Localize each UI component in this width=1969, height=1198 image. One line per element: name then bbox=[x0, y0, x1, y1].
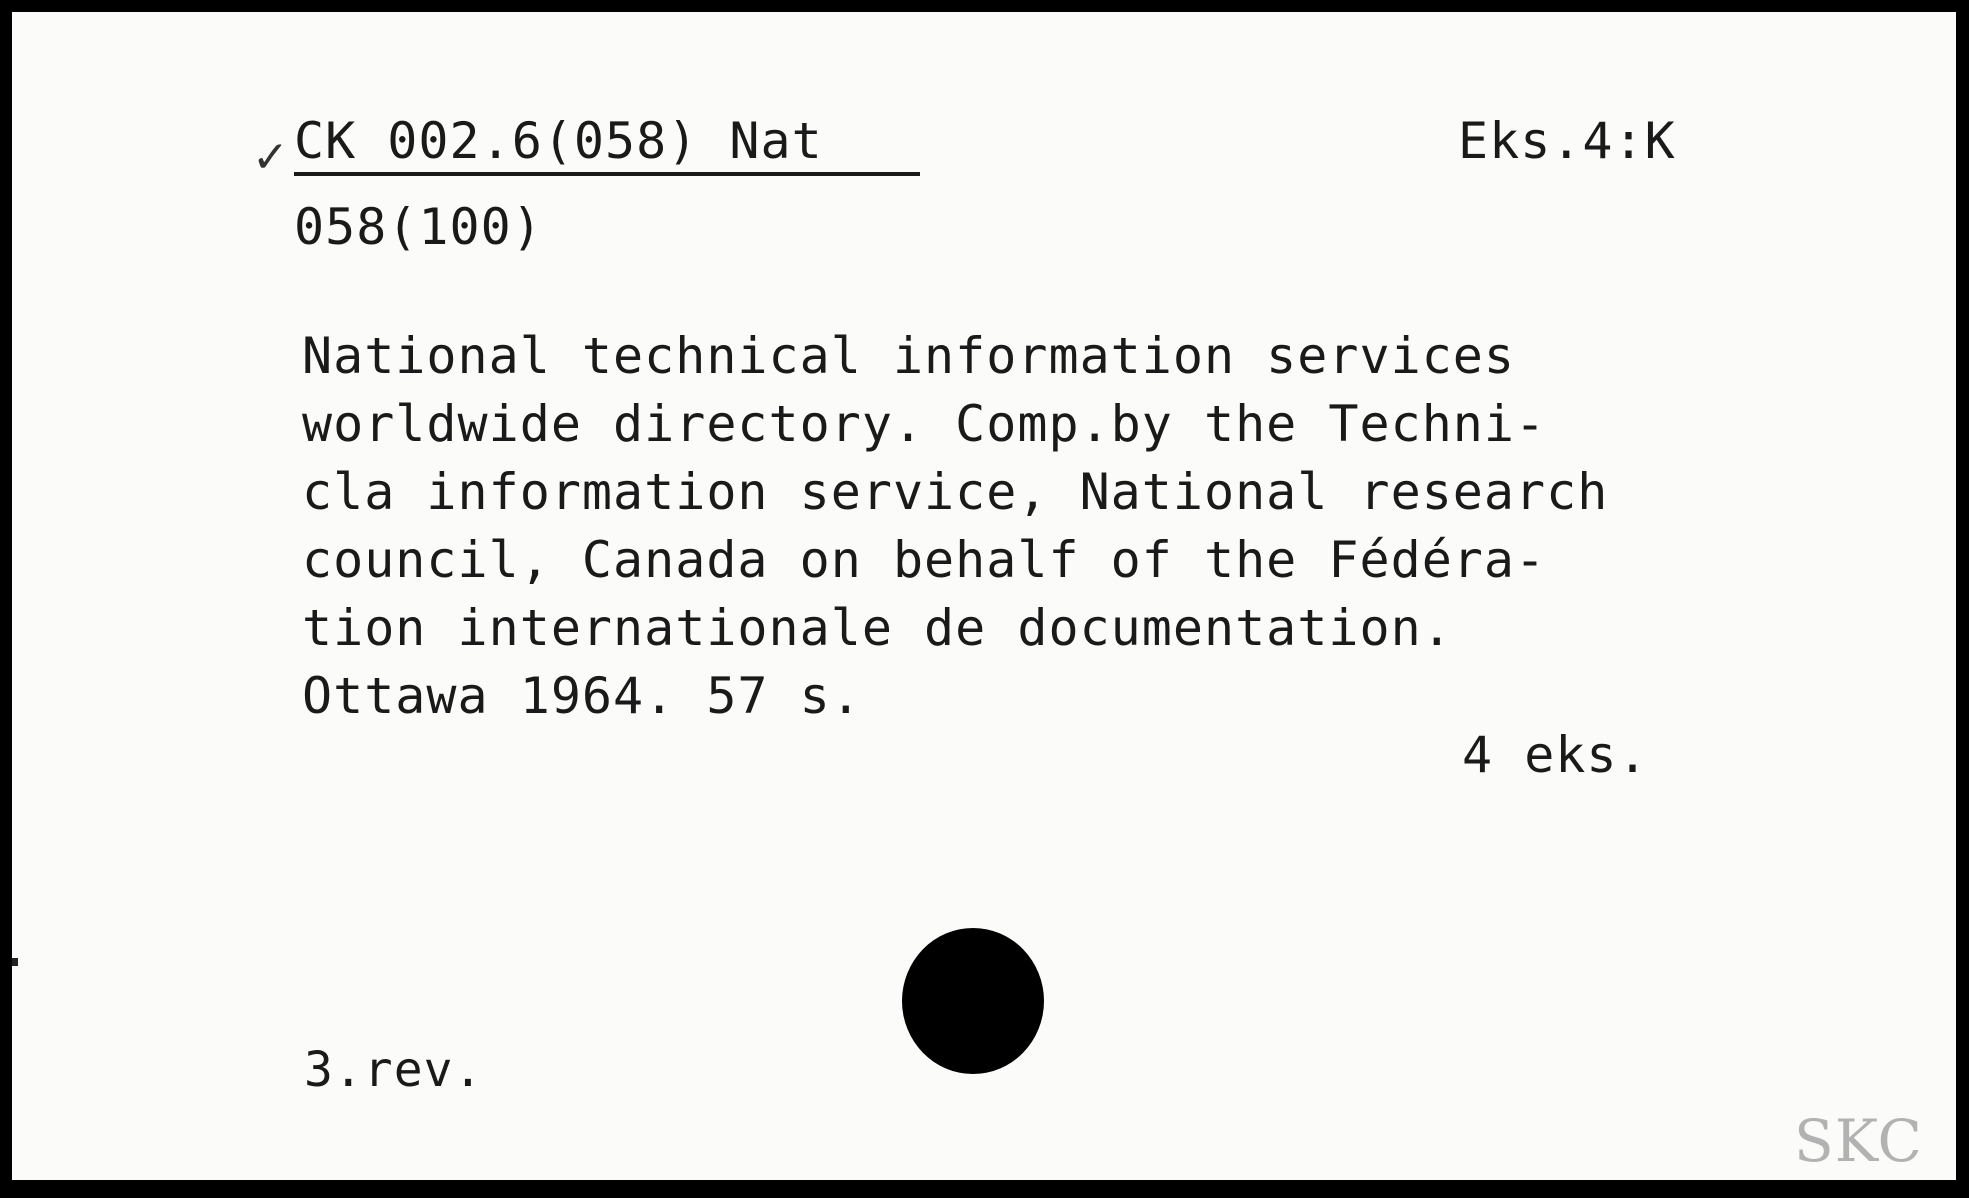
skc-stamp: SKC bbox=[1794, 1107, 1923, 1175]
revision-note: 3.rev. bbox=[304, 1042, 484, 1098]
classmark: CK 002.6(058) Nat bbox=[294, 112, 823, 170]
copy-reference: Eks.4:K bbox=[1458, 112, 1676, 170]
entry-line: cla information service, National research bbox=[302, 463, 1609, 521]
copies-count: 4 eks. bbox=[1462, 726, 1649, 784]
checkmark-icon: ✓ bbox=[252, 132, 289, 183]
entry-line: worldwide directory. Comp.by the Techni- bbox=[302, 395, 1547, 453]
punch-hole bbox=[902, 928, 1044, 1074]
entry-line: Ottawa 1964. 57 s. bbox=[302, 667, 862, 725]
entry-line: National technical information services bbox=[302, 327, 1515, 385]
classmark-underline bbox=[294, 172, 920, 176]
subclass: 058(100) bbox=[294, 198, 543, 256]
bibliographic-entry bbox=[302, 322, 1608, 730]
edge-speck bbox=[12, 958, 18, 966]
entry-line: council, Canada on behalf of the Fédéra- bbox=[302, 531, 1547, 589]
entry-line: tion internationale de documentation. bbox=[302, 599, 1453, 657]
catalog-card bbox=[12, 12, 1956, 1180]
